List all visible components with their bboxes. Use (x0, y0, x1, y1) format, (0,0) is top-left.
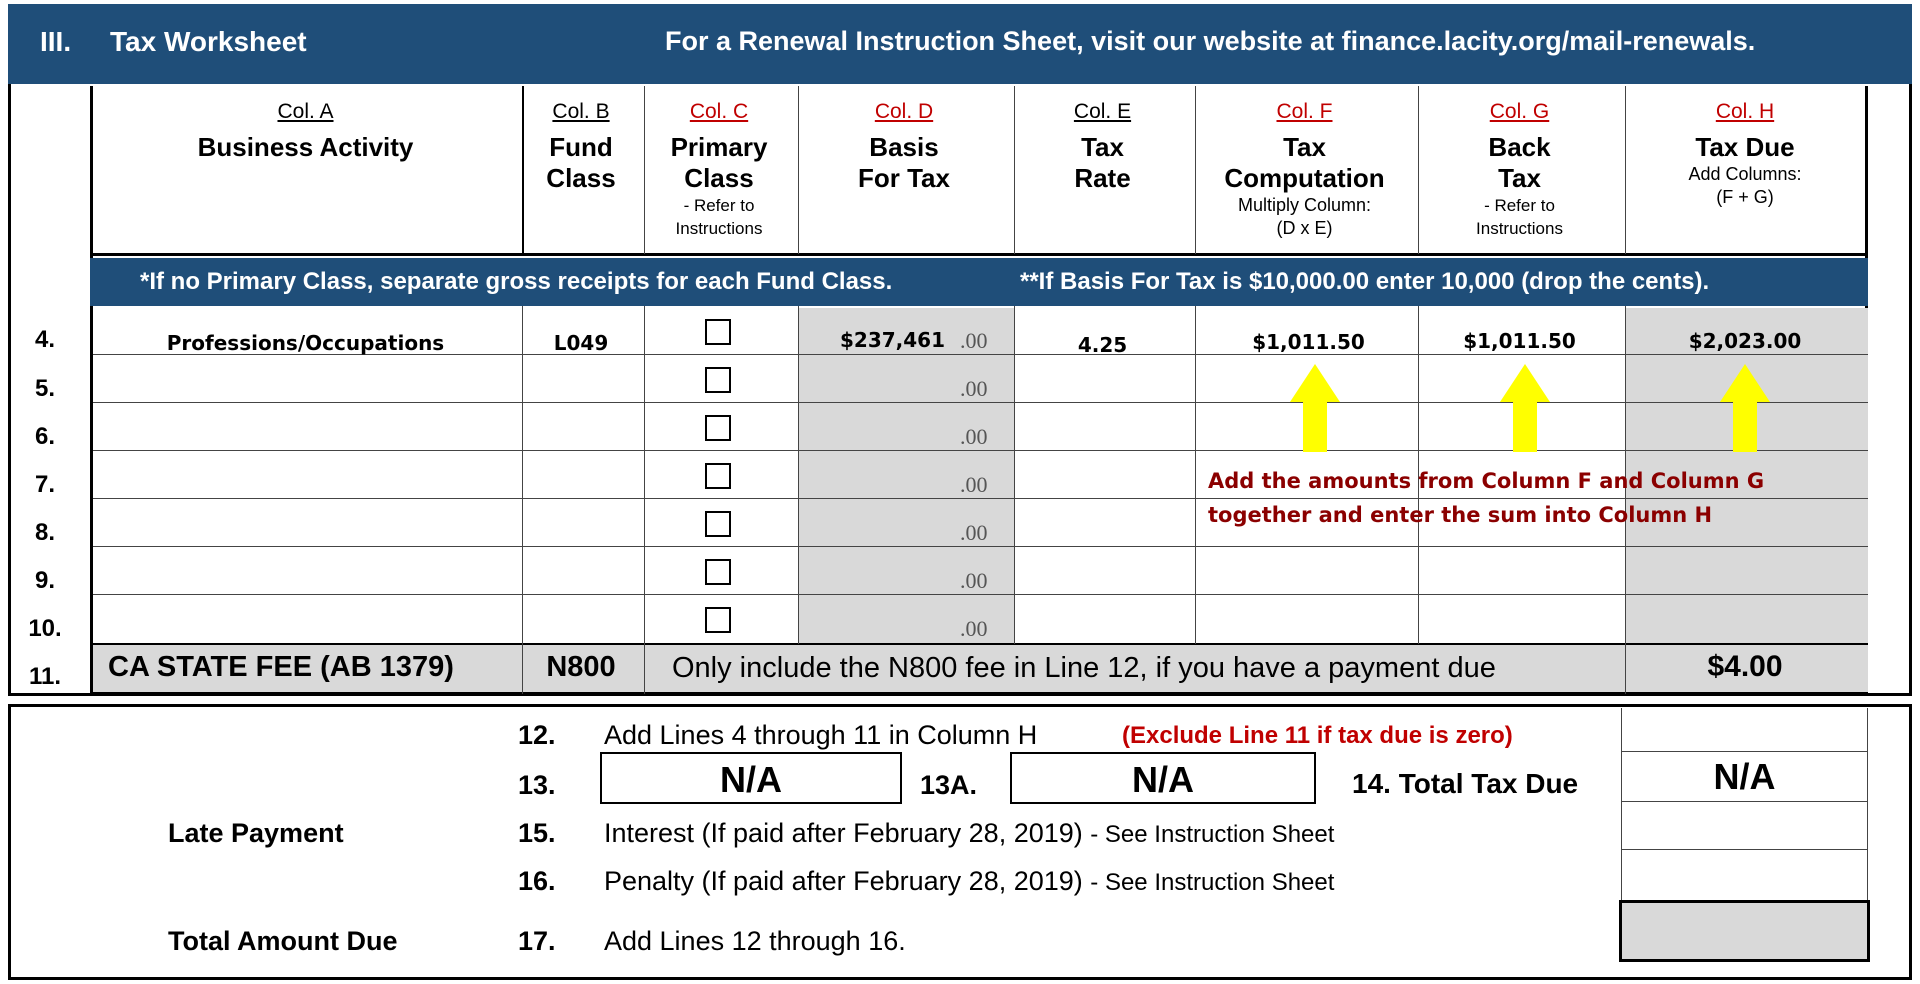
col-h-label: Col. H (1715, 100, 1775, 123)
col-d-header (797, 100, 1011, 194)
line12-warning: (Exclude Line 11 if tax due is zero) (1122, 722, 1513, 749)
primary-class-checkbox[interactable] (705, 319, 731, 345)
basis-cents: .00 (960, 328, 988, 353)
line12-text: Add Lines 4 through 11 in Column H (604, 720, 1038, 750)
row-number: 10. (28, 615, 62, 642)
row-number: 7. (34, 471, 55, 498)
line15-description: Interest (If paid after February 28, 2019) (604, 818, 1083, 848)
basis-cents: .00 (960, 520, 988, 545)
primary-class-checkbox[interactable] (705, 367, 731, 393)
col-e-title-2: Rate (1074, 163, 1131, 193)
instructions-bar (90, 258, 1868, 306)
line14-amount-box[interactable] (1621, 752, 1868, 802)
row-number: 8. (34, 519, 55, 546)
col-a-header (92, 100, 519, 163)
row4-tax-computation[interactable]: $1,011.50 (1252, 330, 1365, 354)
row-number: 6. (34, 423, 55, 450)
row-number: 11. (28, 663, 62, 690)
line16-see-instructions: - See Instruction Sheet (1090, 869, 1335, 896)
annotation-line-1: Add the amounts from Column F and Column G (1208, 469, 1765, 493)
basis-cents: .00 (960, 472, 988, 497)
primary-class-checkbox[interactable] (705, 415, 731, 441)
line15-amount-box[interactable] (1621, 802, 1868, 850)
basis-note: **If Basis For Tax is $10,000.00 enter 10,000 (drop the cents). (1020, 268, 1710, 295)
col-g-note-1: - Refer to (1484, 196, 1555, 215)
state-fee-amount[interactable]: $4.00 (1707, 650, 1783, 683)
section-title: Tax Worksheet (110, 26, 307, 57)
line16-amount-box[interactable] (1621, 850, 1868, 900)
state-fee-fund-class: N800 (546, 651, 616, 683)
primary-class-note: *If no Primary Class, separate gross receipts for each Fund Class. (140, 268, 893, 295)
primary-class-checkbox[interactable] (705, 463, 731, 489)
col-f-title-2: Computation (1224, 163, 1385, 193)
col-f-note-1: Multiply Column: (1237, 195, 1372, 215)
col-f-note-2: (D x E) (1276, 218, 1333, 238)
col-h-note-2: (F + G) (1716, 187, 1774, 207)
row4-basis-dollars: $237,461 (839, 328, 945, 352)
row4-tax-rate[interactable]: 4.25 (1077, 333, 1128, 357)
col-c-note-1: - Refer to (683, 196, 755, 215)
renewal-notice: For a Renewal Instruction Sheet, visit our website at finance.lacity.org/mail-renewals. (665, 26, 1756, 56)
line13a-number: 13A. (920, 770, 978, 800)
line12-amount-box[interactable] (1621, 708, 1868, 752)
row4-back-tax[interactable]: $1,011.50 (1463, 329, 1576, 353)
basis-cents: .00 (960, 424, 988, 449)
basis-cents: .00 (960, 616, 988, 641)
col-e-title-1: Tax (1081, 132, 1124, 162)
line15-text (604, 818, 1334, 849)
total-amount-due-label: Total Amount Due (168, 926, 398, 956)
col-a-title: Business Activity (197, 132, 414, 162)
row4-fund-class[interactable]: L049 (553, 331, 609, 355)
col-e-header (1013, 100, 1192, 194)
line12-number: 12. (518, 720, 556, 750)
col-c-note-2: Instructions (675, 219, 763, 238)
arrow-up-icon (1290, 364, 1340, 452)
col-c-label: Col. C (689, 100, 749, 123)
row-number: 9. (34, 567, 55, 594)
line16-text (604, 866, 1334, 897)
line17-text: Add Lines 12 through 16. (604, 926, 906, 956)
sum-annotation (1208, 464, 1764, 532)
col-f-header (1194, 100, 1415, 240)
col-b-title-1: Fund (549, 132, 613, 162)
row4-business-activity[interactable]: Professions/Occupations (166, 331, 445, 355)
basis-cents: .00 (960, 376, 988, 401)
col-c-title-1: Primary (670, 132, 768, 162)
primary-class-checkbox[interactable] (705, 607, 731, 633)
primary-class-checkbox[interactable] (705, 511, 731, 537)
col-d-title-1: Basis (869, 132, 939, 162)
col-g-title-2: Tax (1498, 163, 1541, 193)
annotation-line-2: together and enter the sum into Column H (1208, 503, 1713, 527)
col-c-header (643, 100, 795, 240)
line17-amount-box[interactable] (1619, 900, 1870, 962)
basis-cents: .00 (960, 568, 988, 593)
col-c-title-2: Class (684, 163, 754, 193)
col-d-label: Col. D (874, 100, 934, 123)
row-number: 4. (34, 326, 55, 353)
line13a-field[interactable]: N/A (1010, 752, 1316, 804)
primary-class-checkbox[interactable] (705, 559, 731, 585)
line16-description: Penalty (If paid after February 28, 2019) (604, 866, 1083, 896)
line14-value: N/A (1713, 756, 1776, 797)
col-h-header (1624, 100, 1866, 209)
col-b-title-2: Class (546, 163, 616, 193)
arrow-up-icon (1500, 364, 1550, 452)
line14-label: 14. Total Tax Due (1352, 768, 1579, 799)
col-b-label: Col. B (552, 100, 610, 123)
row4-tax-due[interactable]: $2,023.00 (1688, 329, 1802, 353)
row-number: 5. (34, 375, 55, 402)
col-b-header (521, 100, 641, 194)
arrow-up-icon (1720, 364, 1770, 452)
line13-number: 13. (518, 770, 556, 800)
line15-number: 15. (518, 818, 556, 848)
line13-field[interactable]: N/A (600, 752, 902, 804)
state-fee-label: CA STATE FEE (AB 1379) (108, 651, 454, 683)
line17-number: 17. (518, 926, 556, 956)
col-e-label: Col. E (1073, 100, 1132, 123)
col-g-label: Col. G (1489, 100, 1550, 123)
col-h-title-1: Tax Due (1695, 132, 1795, 162)
col-d-title-2: For Tax (858, 163, 950, 193)
section-number: III. (40, 26, 72, 57)
col-f-label: Col. F (1276, 100, 1333, 123)
section-header (8, 4, 1912, 84)
late-payment-label: Late Payment (168, 818, 344, 848)
col-h-note-1: Add Columns: (1688, 164, 1802, 184)
state-fee-note: Only include the N800 fee in Line 12, if you have a payment due (672, 652, 1496, 684)
line16-number: 16. (518, 866, 556, 896)
col-f-title-1: Tax (1283, 132, 1326, 162)
line15-see-instructions: - See Instruction Sheet (1090, 821, 1335, 848)
col-g-note-2: Instructions (1476, 219, 1563, 238)
col-g-header (1417, 100, 1622, 240)
col-a-label: Col. A (277, 100, 334, 123)
col-g-title-1: Back (1488, 132, 1551, 162)
